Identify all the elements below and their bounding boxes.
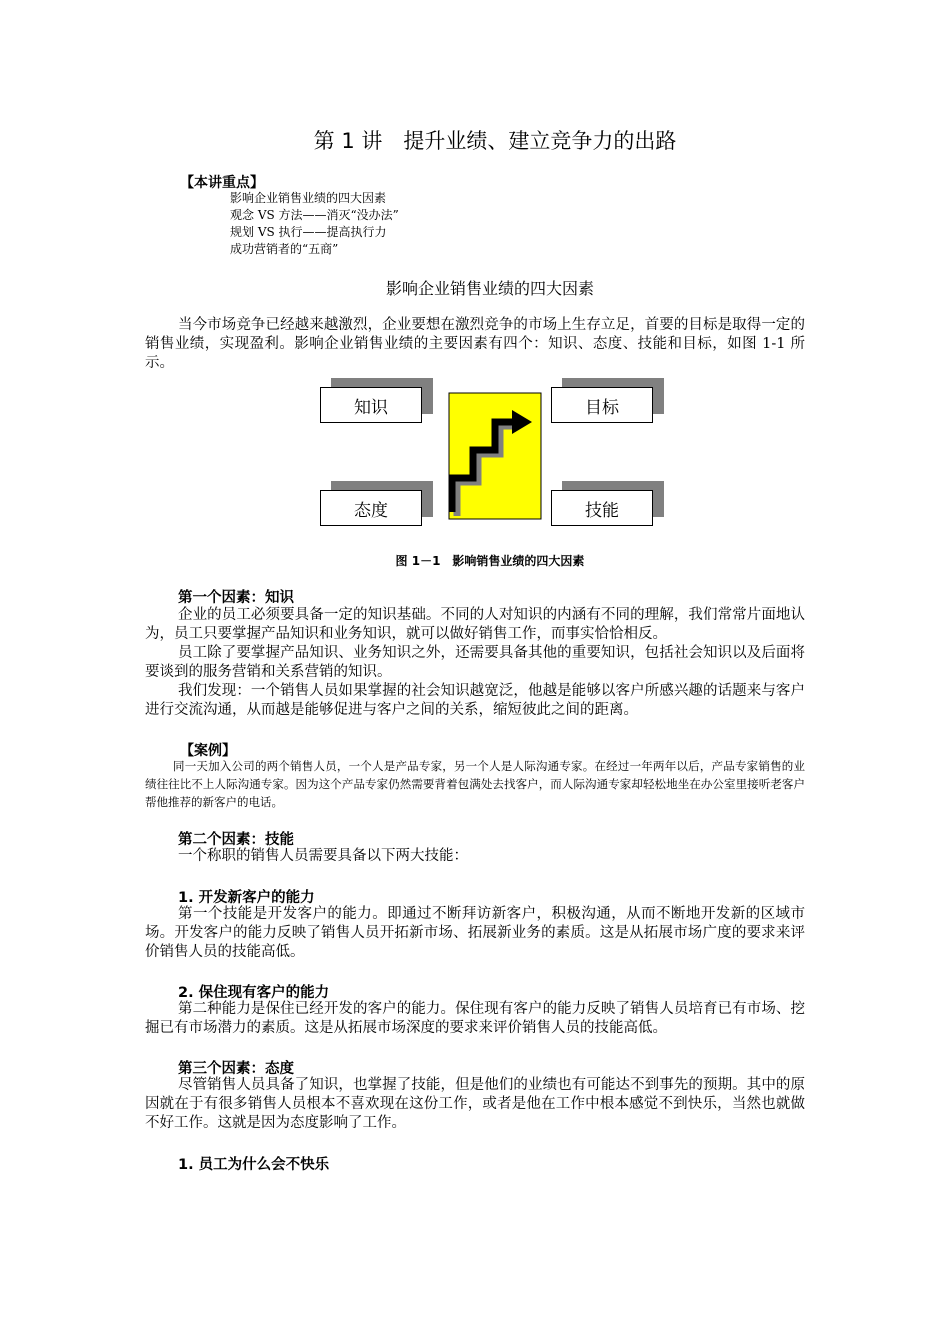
key-point-item: 成功营销者的“五商” (230, 242, 339, 256)
case-body (145, 757, 805, 811)
paragraph: 第一个技能是开发客户的能力。即通过不断拜访新客户，积极沟通，从而不断地开发新的区域市场。开发客户的能力反映了销售人员开拓新市场、拓展新业务的素质。这是从拓展市场广度的要求来评价销售人员的技能高低。 (145, 906, 805, 960)
key-point-item: 规划 VS 执行——提高执行力 (230, 225, 387, 239)
key-points-list (230, 190, 399, 258)
factor1-body (145, 606, 805, 720)
key-point-item: 观念 VS 方法——消灭“没办法” (230, 208, 399, 222)
factor2-sub2-body (145, 1000, 805, 1038)
factor3-body (145, 1076, 805, 1133)
case-text: 同一天加入公司的两个销售人员，一个人是产品专家，另一个人是人际沟通专家。在经过一年两年以后，产品专家销售的业绩往往比不上人际沟通专家。因为这个产品专家仍然需要背着包满处去找客户，而人际沟通专家却轻松地坐在办公室里接听老客户帮他推荐的新客户的电话。 (145, 759, 805, 809)
figure-caption: 图 1－1 影响销售业绩的四大因素 (395, 554, 585, 568)
key-points-heading: 【本讲重点】 (180, 175, 264, 191)
box-knowledge: 知识 (320, 387, 422, 423)
paragraph: 员工除了要掌握产品知识、业务知识之外，还需要具备其他的重要知识，包括社会知识以及后面将要谈到的服务营销和关系营销的知识。 (145, 645, 805, 680)
intro-text: 当今市场竞争已经越来越激烈，企业要想在激烈竞争的市场上生存立足，首要的目标是取得一定的销售业绩，实现盈利。影响企业销售业绩的主要因素有四个：知识、态度、技能和目标，如图 1-1 所示。 (145, 317, 805, 371)
factor3-heading: 第三个因素：态度 (178, 1061, 294, 1077)
intro-paragraph (145, 316, 805, 373)
box-goal: 目标 (551, 387, 653, 423)
factor2-sub2-heading: 2. 保住现有客户的能力 (178, 985, 330, 1001)
factor2-sub1-body (145, 905, 805, 962)
key-point-item: 影响企业销售业绩的四大因素 (230, 191, 387, 205)
factor2-sub1-heading: 1. 开发新客户的能力 (178, 890, 315, 906)
box-attitude: 态度 (320, 490, 422, 526)
box-skill: 技能 (551, 490, 653, 526)
factor2-intro (145, 847, 805, 866)
factor1-heading: 第一个因素：知识 (178, 590, 294, 606)
section-title: 影响企业销售业绩的四大因素 (385, 279, 594, 298)
case-heading: 【案例】 (180, 743, 236, 759)
paragraph: 尽管销售人员具备了知识，也掌握了技能，但是他们的业绩也有可能达不到事先的预期。其中的原因就在于有很多销售人员根本不喜欢现在这份工作，或者是他在工作中根本感觉不到快乐，当然也就做不好工作。这就是因为态度影响了工作。 (145, 1077, 805, 1131)
paragraph: 第二种能力是保住已经开发的客户的能力。保住现有客户的能力反映了销售人员培育已有市场、挖掘已有市场潜力的素质。这是从拓展市场深度的要求来评价销售人员的技能高低。 (145, 1001, 805, 1036)
paragraph: 我们发现：一个销售人员如果掌握的社会知识越宽泛，他越是能够以客户所感兴趣的话题来与客户进行交流沟通，从而越是能够促进与客户之间的关系，缩短彼此之间的距离。 (145, 683, 805, 718)
paragraph: 一个称职的销售人员需要具备以下两大技能： (178, 848, 468, 864)
factor3-sub1-heading: 1. 员工为什么会不快乐 (178, 1157, 330, 1173)
page-title: 第 1 讲 提升业绩、建立竞争力的出路 (313, 129, 677, 153)
factor2-heading: 第二个因素：技能 (178, 832, 294, 848)
paragraph: 企业的员工必须要具备一定的知识基础。不同的人对知识的内涵有不同的理解，我们常常片面地认为，员工只要掌握产品知识和业务知识，就可以做好销售工作，而事实恰恰相反。 (145, 607, 805, 642)
staircase-arrow-icon (448, 392, 544, 522)
